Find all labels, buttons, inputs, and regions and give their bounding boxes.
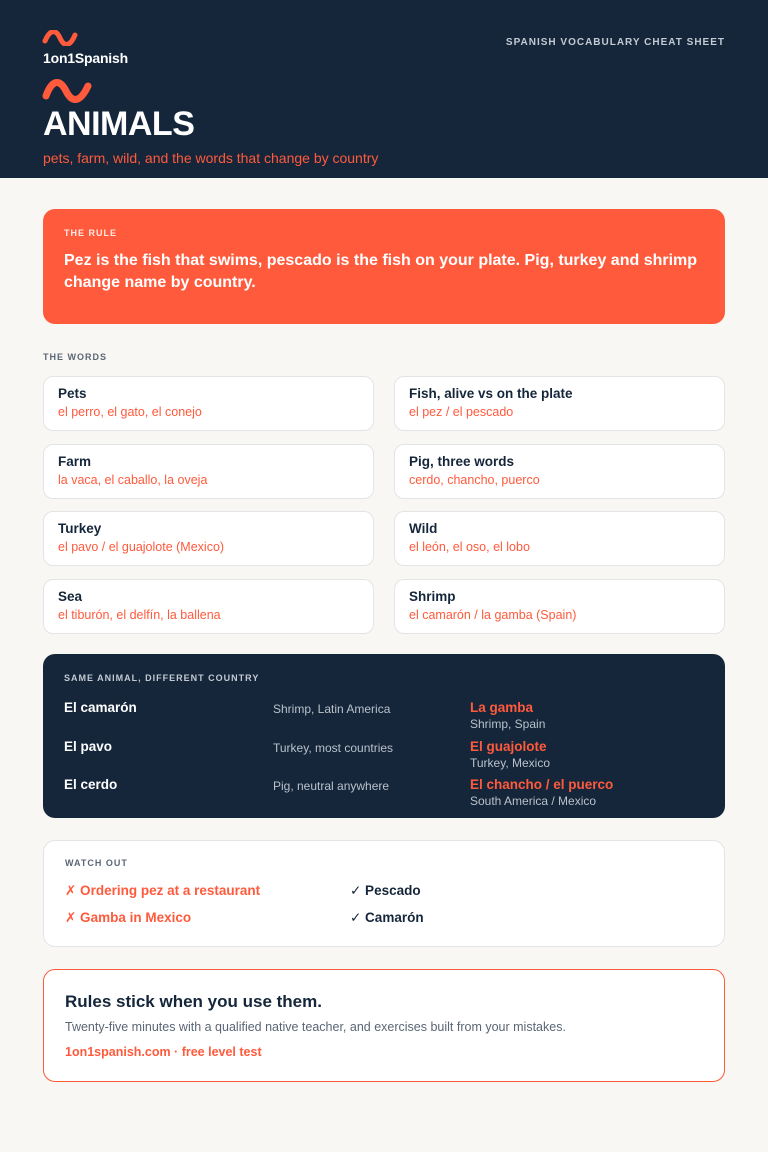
cta-card bbox=[43, 969, 725, 1082]
correct-usage: ✓ Camarón bbox=[350, 910, 424, 925]
word-examples: el tiburón, el delfín, la ballena bbox=[58, 608, 221, 622]
word-examples: el perro, el gato, el conejo bbox=[58, 405, 202, 419]
wrong-usage: ✗ Gamba in Mexico bbox=[65, 910, 192, 925]
country-word-meaning: Turkey, most countries bbox=[273, 741, 394, 755]
word-card bbox=[394, 444, 725, 499]
word-title: Shrimp bbox=[409, 589, 456, 604]
word-card bbox=[43, 579, 374, 634]
wave-icon bbox=[42, 78, 92, 104]
country-alt-region: Shrimp, Spain bbox=[470, 717, 546, 731]
country-word: El camarón bbox=[64, 700, 137, 715]
cta-link[interactable]: 1on1spanish.com · free level test bbox=[65, 1045, 262, 1059]
word-title: Turkey bbox=[58, 521, 102, 536]
word-card bbox=[394, 376, 725, 431]
country-card bbox=[43, 654, 725, 818]
country-word-meaning: Shrimp, Latin America bbox=[273, 702, 391, 716]
tagline: SPANISH VOCABULARY CHEAT SHEET bbox=[505, 37, 725, 48]
word-card bbox=[43, 376, 374, 431]
cta-title: Rules stick when you use them. bbox=[65, 992, 322, 1011]
cta-text: Twenty-five minutes with a qualified native teacher, and exercises built from your mistakes. bbox=[65, 1020, 566, 1034]
country-section-label: SAME ANIMAL, DIFFERENT COUNTRY bbox=[64, 673, 260, 683]
word-title: Pets bbox=[58, 386, 87, 401]
word-card bbox=[43, 444, 374, 499]
word-title: Pig, three words bbox=[409, 454, 515, 469]
correct-usage: ✓ Pescado bbox=[350, 883, 421, 898]
rule-text: Pez is the fish that swims, pescado is the fish on your plate. Pig, turkey and shrimp change name by country. bbox=[64, 252, 698, 291]
country-alt-word: El chancho / el puerco bbox=[470, 777, 614, 792]
word-title: Wild bbox=[409, 521, 438, 536]
word-examples: el león, el oso, el lobo bbox=[409, 540, 530, 554]
country-alt-word: La gamba bbox=[470, 700, 534, 715]
country-word-meaning: Pig, neutral anywhere bbox=[273, 779, 390, 793]
word-title: Sea bbox=[58, 589, 83, 604]
word-examples: el pavo / el guajolote (Mexico) bbox=[58, 540, 225, 554]
watch-out-label: WATCH OUT bbox=[65, 858, 128, 868]
word-card bbox=[394, 511, 725, 566]
country-word: El pavo bbox=[64, 739, 113, 754]
words-section-label: THE WORDS bbox=[43, 352, 107, 362]
word-title: Fish, alive vs on the plate bbox=[409, 386, 573, 401]
rule-card bbox=[43, 209, 725, 324]
word-examples: la vaca, el caballo, la oveja bbox=[58, 473, 208, 487]
country-alt-word: El guajolote bbox=[470, 739, 547, 754]
word-title: Farm bbox=[58, 454, 92, 469]
page-header bbox=[0, 0, 768, 178]
page-subtitle: pets, farm, wild, and the words that change by country bbox=[43, 150, 379, 166]
country-word: El cerdo bbox=[64, 777, 118, 792]
watch-out-card bbox=[43, 840, 725, 947]
logo-text[interactable]: 1on1Spanish bbox=[43, 50, 128, 66]
page-title: ANIMALS bbox=[43, 105, 195, 143]
word-card bbox=[43, 511, 374, 566]
rule-label: THE RULE bbox=[64, 228, 117, 238]
word-examples: el pez / el pescado bbox=[409, 405, 514, 419]
word-examples: cerdo, chancho, puerco bbox=[409, 473, 540, 487]
word-card bbox=[394, 579, 725, 634]
country-alt-region: South America / Mexico bbox=[470, 794, 597, 808]
word-examples: el camarón / la gamba (Spain) bbox=[409, 608, 577, 622]
country-alt-region: Turkey, Mexico bbox=[470, 756, 551, 770]
wrong-usage: ✗ Ordering pez at a restaurant bbox=[65, 883, 261, 898]
wave-icon bbox=[42, 30, 78, 46]
